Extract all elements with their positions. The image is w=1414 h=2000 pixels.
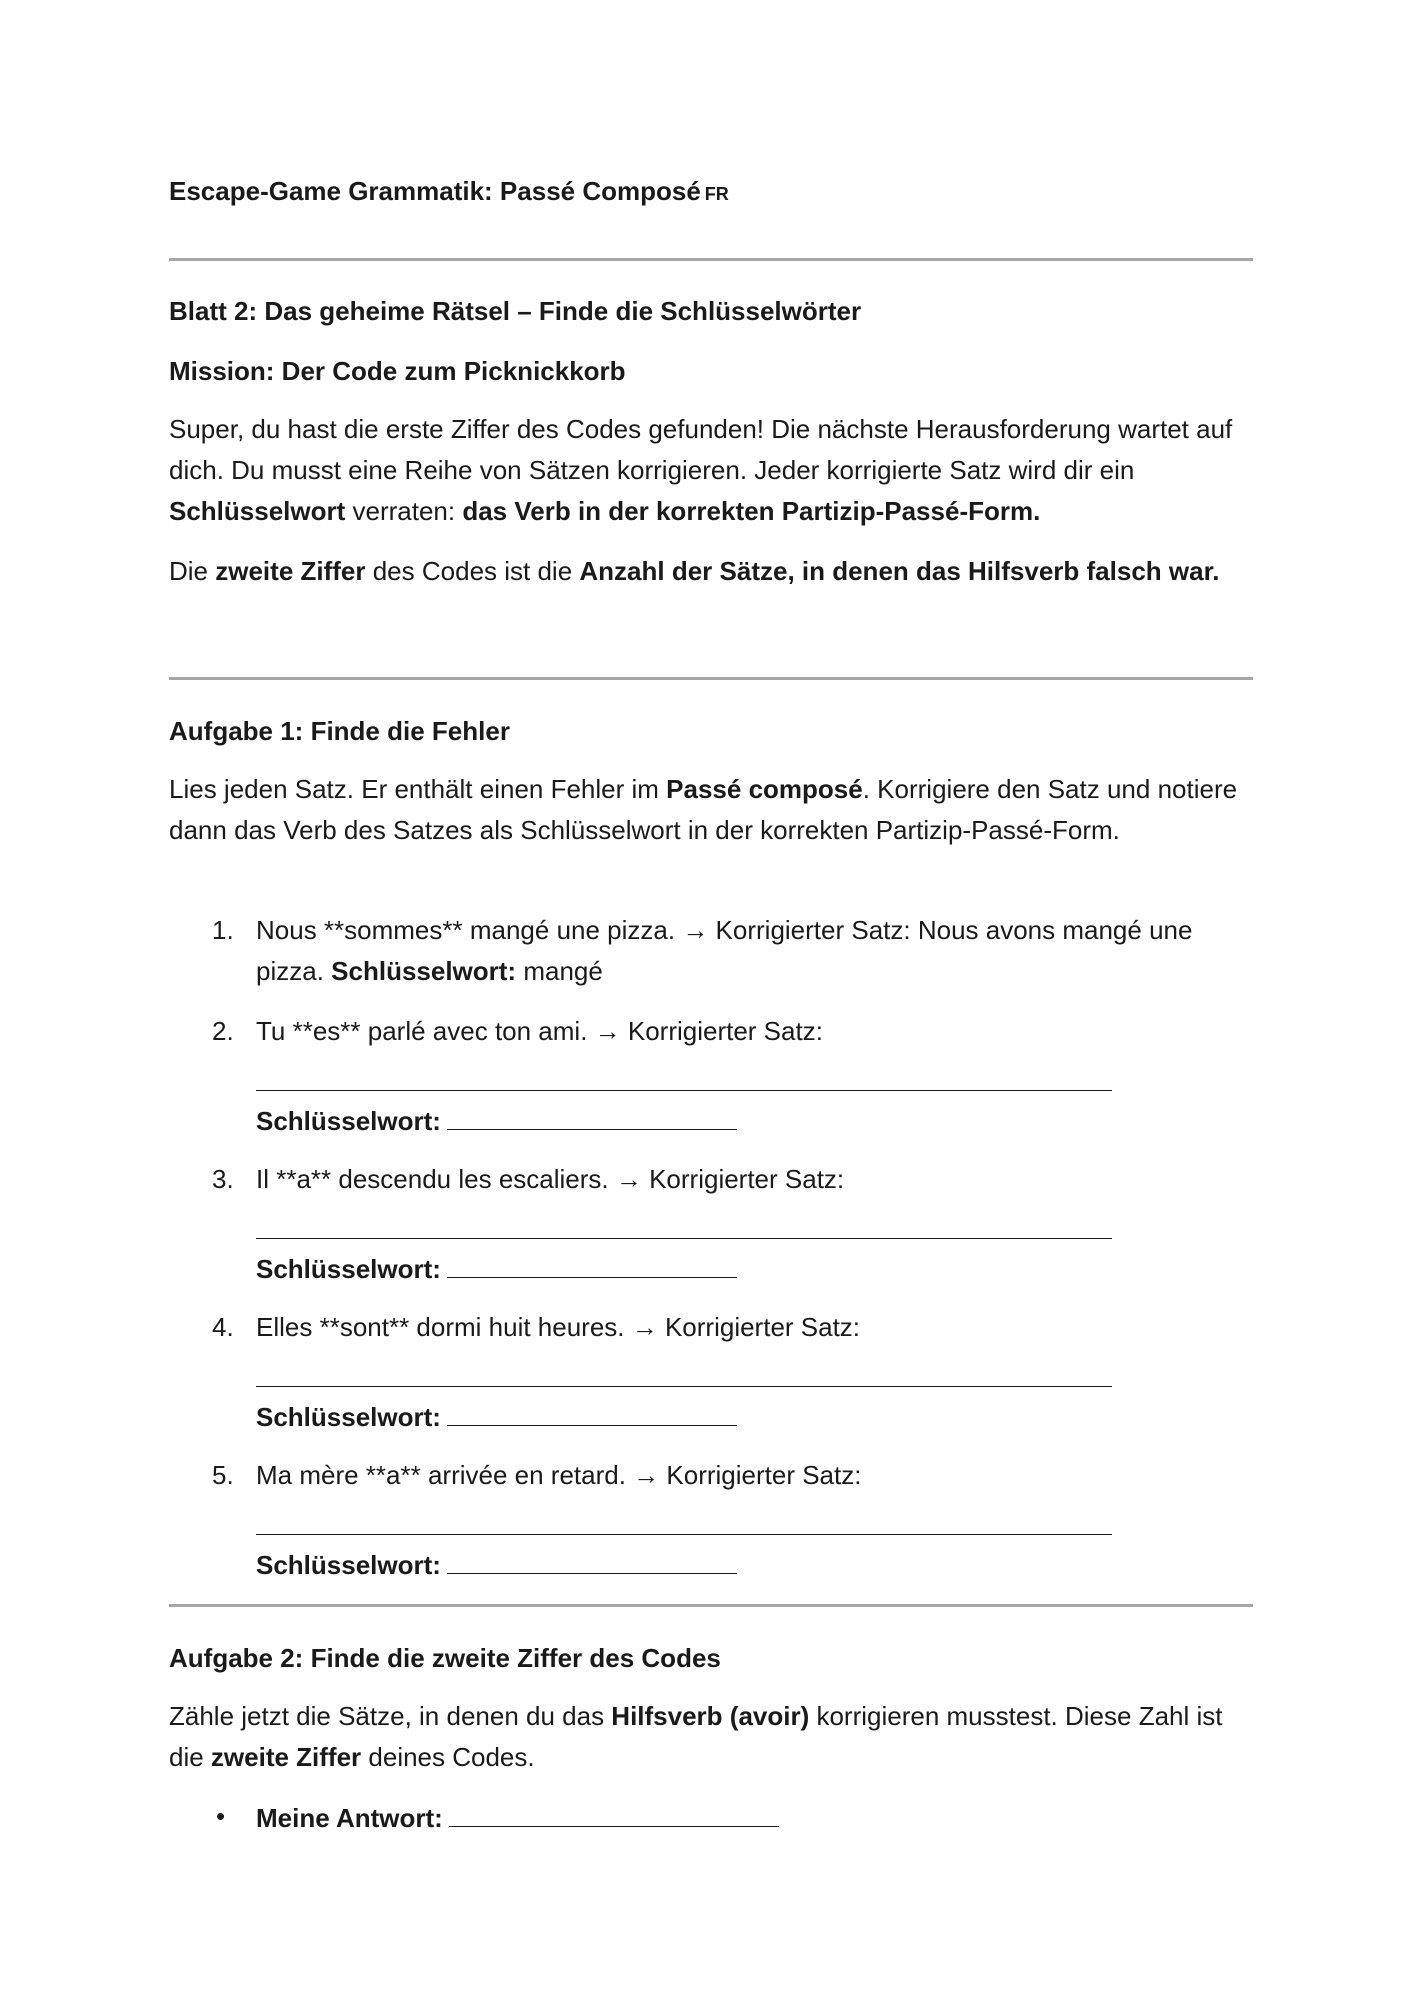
keyword-blank[interactable]	[447, 1099, 737, 1130]
list-item: 3. Il **a** descendu les escaliers. → Korrigierter Satz: Schlüsselwort:	[169, 1159, 1253, 1290]
keyword-blank[interactable]	[447, 1543, 737, 1574]
list-item: 1. Nous **sommes** mangé une pizza. → Korrigierter Satz: Nous avons mangé une pizza. Schlüsselwort: mangé	[212, 915, 1193, 986]
corrected-sentence-line[interactable]	[256, 1052, 1112, 1091]
corrected-sentence-line[interactable]	[256, 1200, 1112, 1239]
bullet: •	[216, 1801, 226, 1831]
page-title	[169, 176, 729, 207]
list-item: 5. Ma mère **a** arrivée en retard. → Korrigierter Satz: Schlüsselwort:	[169, 1455, 1253, 1586]
sentence-text: Ma mère **a** arrivée en retard. → Korrigierter Satz:	[256, 1460, 862, 1490]
answer-list	[169, 1796, 779, 1839]
second-digit-paragraph: Die zweite Ziffer des Codes ist die Anzahl der Sätze, in denen das Hilfsverb falsch war.	[169, 556, 1220, 586]
language-tag: FR	[704, 184, 729, 204]
list-item	[169, 1796, 779, 1839]
divider	[169, 258, 1253, 261]
intro-paragraph: Super, du hast die erste Ziffer des Codes gefunden! Die nächste Herausforderung wartet auf dich. Du musst eine Reihe von Sätzen korrigieren. Jeder korrigierte Satz wird dir ein Schlüsselwort verraten: das Verb in der korrekten Partizip-Passé-Form.	[169, 414, 1233, 526]
keyword-label: Schlüsselwort:	[331, 956, 517, 986]
answer-label: Meine Antwort:	[256, 1803, 443, 1833]
keyword-label: Schlüsselwort:	[256, 1106, 441, 1136]
sentence-text: Nous **sommes** mangé une pizza. → Korrigierter Satz: Nous avons mangé une pizza.	[256, 915, 1193, 986]
keyword-value: mangé	[523, 956, 603, 986]
keyword-label: Schlüsselwort:	[256, 1254, 441, 1284]
title-text: Escape-Game Grammatik: Passé Composé	[169, 176, 701, 206]
mission-heading: Mission: Der Code zum Picknickkorb	[169, 356, 626, 386]
keyword-blank[interactable]	[447, 1247, 737, 1278]
answer-blank[interactable]	[449, 1796, 779, 1827]
divider	[169, 1604, 1253, 1607]
section-heading: Blatt 2: Das geheime Rätsel – Finde die Schlüsselwörter	[169, 296, 862, 326]
task1-instructions: Lies jeden Satz. Er enthält einen Fehler im Passé composé. Korrigiere den Satz und notiere dann das Verb des Satzes als Schlüsselwort in der korrekten Partizip-Passé-Form.	[169, 774, 1238, 845]
list-item: 4. Elles **sont** dormi huit heures. → Korrigierter Satz: Schlüsselwort:	[169, 1307, 1253, 1438]
keyword-blank[interactable]	[447, 1395, 737, 1426]
sentence-list	[169, 910, 1253, 1586]
corrected-sentence-line[interactable]	[256, 1348, 1112, 1387]
task2-heading: Aufgabe 2: Finde die zweite Ziffer des Codes	[169, 1643, 721, 1673]
keyword-label: Schlüsselwort:	[256, 1550, 441, 1580]
keyword-label: Schlüsselwort:	[256, 1402, 441, 1432]
list-item: 2. Tu **es** parlé avec ton ami. → Korrigierter Satz: Schlüsselwort:	[169, 1011, 1253, 1142]
sentence-text: Il **a** descendu les escaliers. → Korrigierter Satz:	[256, 1164, 845, 1194]
task1-heading: Aufgabe 1: Finde die Fehler	[169, 716, 510, 746]
corrected-sentence-line[interactable]	[256, 1496, 1112, 1535]
divider	[169, 677, 1253, 680]
sentence-text: Tu **es** parlé avec ton ami. → Korrigierter Satz:	[256, 1016, 823, 1046]
sentence-text: Elles **sont** dormi huit heures. → Korrigierter Satz:	[256, 1312, 861, 1342]
task2-instructions: Zähle jetzt die Sätze, in denen du das Hilfsverb (avoir) korrigieren musstest. Diese Zahl ist die zweite Ziffer deines Codes.	[169, 1701, 1223, 1772]
